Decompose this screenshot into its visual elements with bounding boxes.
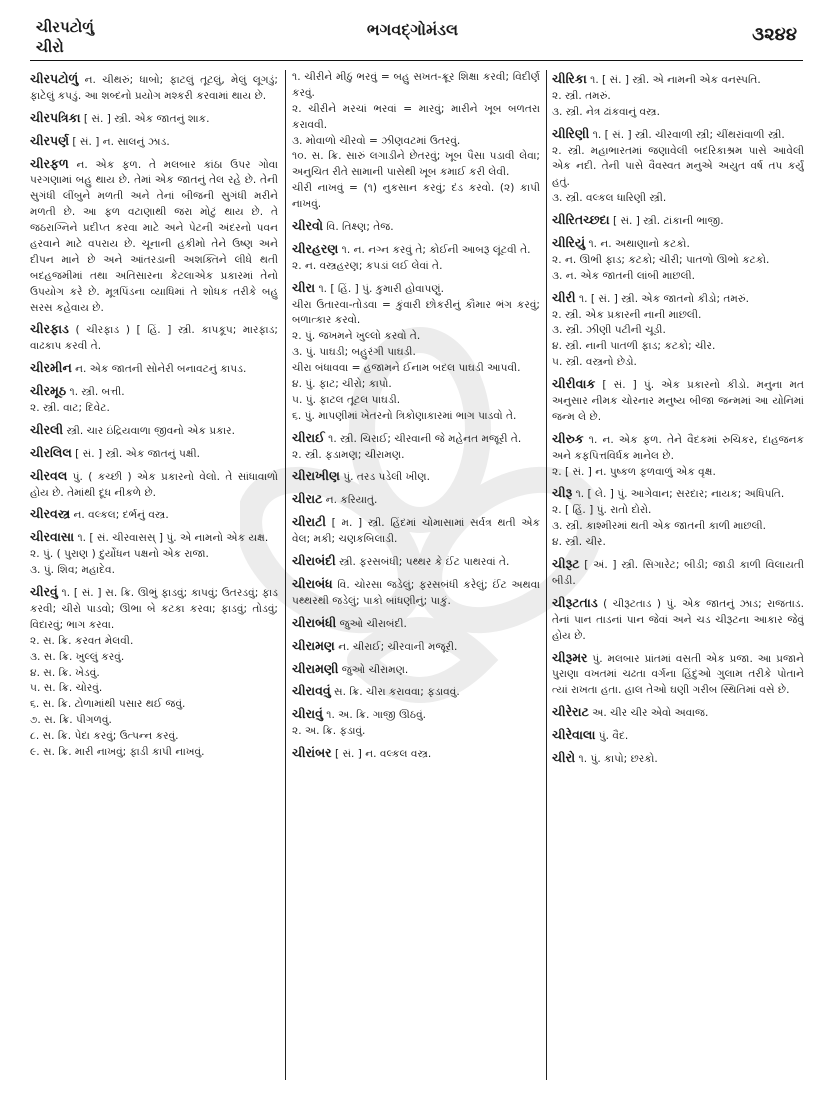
entry-definition: ૧. [ સં. ] સ્ત્રી. ચીરવાળી સ્ત્રી; ચીંથરાંવાળી સ્ત્રી. ૨. સ્ત્રી. મહાભારતમાં જણાવેલી બદરિકાશ્રમ પાસે આવેલી એક નદી. તેની પાસે વૈવસ્વત મનુએ અયુત વર્ષ તપ કર્યું હતું. ૩. સ્ત્રી. વલ્કલ ધારિણી સ્ત્રી.: [552, 128, 804, 205]
dictionary-entry: [552, 703, 804, 722]
dictionary-entry: [30, 444, 278, 463]
entry-headword: ચીરફળ: [30, 155, 69, 171]
entry-headword: ચીરલી: [30, 421, 64, 437]
entry-headword: ચીરલિલ: [30, 444, 72, 460]
dictionary-entry: [552, 484, 804, 551]
dictionary-entry: [552, 749, 804, 768]
dictionary-entry: [30, 583, 278, 761]
entry-definition: ન. ચીથરું; ધાબો; ફાટલું તૂટલું, મેલું લૂગડું; ફાટેલું કપડું. આ શબ્દનો પ્રયોગ મશ્કરી કરવામાં થાય છે.: [30, 74, 278, 102]
entry-headword: ચીરૂટ: [552, 556, 580, 572]
dictionary-entry: [552, 555, 804, 590]
entry-headword: ચીરેરાટ: [552, 704, 589, 720]
entry-definition: ૧. [ સં. ] સ. ક્રિ. ઊભું ફાડવું; કાપવું; ઉતરડવું; ફાડ કરવી; ચીરો પાડવો; ઊભા બે કટકા કરવા; ફાડવું; તોડવું; વિદારવું; ભાગ કરવા. ૨. સ. ક્રિ. કરવત મેલવી. ૩. સ. ક્રિ. ખુલ્લું કરવું. ૪. સ. ક્રિ. ખેડવું. ૫. સ. ક્રિ. ચોરવું. ૬. સ. ક્રિ. ટોળામાંથી પસાર થઈ જવું. ૭. સ. ક્રિ. પીગળવું. ૮. સ. ક્રિ. પેદા કરવું; ઉત્પન્ન કરવું. ૯. સ. ક્રિ. મારી નાખવું; ફાડી કાપી નાખવું.: [30, 587, 278, 758]
entry-headword: ચીરાબંદી: [292, 553, 336, 569]
dictionary-entry: [552, 430, 804, 481]
entry-headword: ચીરો: [552, 749, 576, 765]
entry-headword: ચીરાટ: [292, 491, 323, 507]
entry-definition: ( ચીરફાડ ) [ હિં. ] સ્ત્રી. કાપકૂપ; મારફાડ; વાઢકાપ કરવી તે.: [30, 324, 278, 353]
entry-headword: ચીરવસ્ત્ર: [30, 506, 71, 522]
dictionary-entry: [292, 240, 540, 275]
dictionary-entry: [552, 289, 804, 371]
entry-definition: [ સં. ] સ્ત્રી. ટાંકાની ભાજી.: [609, 215, 724, 228]
entry-headword: ચીરફાડ: [30, 321, 69, 337]
entry-headword: ચીરપત્રિકા: [30, 109, 81, 125]
entry-definition: ૧. ન. નગ્ન કરવું તે; કોઈની આબરૂ લૂંટવી તે. ૨. ન. વસ્ત્રહરણ; કપડાં લઈ લેવાં તે.: [292, 243, 531, 272]
header-rule: [30, 60, 803, 61]
entry-headword: ચીરૂમર: [552, 649, 588, 665]
column-2: [292, 70, 540, 1088]
dictionary-entry: [292, 467, 540, 486]
dictionary-entry: [292, 70, 540, 213]
entry-definition: [ મ. ] સ્ત્રી. હિંદમાં ચોમાસામાં સર્વત્ર થતી એક વેલ; મકી; ચણકબિલાડી.: [292, 517, 540, 546]
dictionary-entry: [552, 125, 804, 207]
entry-definition: ૧. [ સં. ] સ્ત્રી. એ નામની એક વનસ્પતિ. ૨. સ્ત્રી. તમરું. ૩. સ્ત્રી. નેત્ર ઢાંકવાનું વસ્ત્ર.: [552, 74, 761, 118]
entry-headword: ચીરિકા: [552, 71, 587, 86]
dictionary-entry: [30, 359, 278, 378]
dictionary-entry: [30, 320, 278, 355]
entry-definition: અ. ચીર ચીર એવો અવાજ.: [588, 707, 709, 720]
entry-definition: સ્ત્રી. ફરસબંધી; પથ્થર કે ઈંટ પાથરવાં તે.: [335, 556, 510, 569]
dictionary-entry: [292, 513, 540, 548]
entry-headword: ચીરી: [552, 289, 576, 305]
entry-headword: ચીરીવાક: [552, 376, 596, 392]
column-divider: [285, 70, 286, 1080]
entry-definition: જુઓ ચીરાબંદી.: [336, 617, 407, 630]
entry-definition: ૧. [ હિં. ] પું. કુમારી હોવાપણું. ચીરા ઉતારવા-તોડવા = કુંવારી છોકરીનું કૌમાર ભંગ કરવું; બળાત્કાર કરવો. ૨. પું. જખમને ખુલ્લો કરવો તે. ૩. પું. પાઘડી; બહુરંગી પાઘડી. ચીરા બંધાવવા = હજામને ઈનામ બદલ પાઘડી આપવી. ૪. પું. ફાટ; ચીરો; કાપો. ૫. પું. ફાટલ તૂટલ પાઘડી. ૬. પું. માપણીમાં ખેતરનો ત્રિકોણાકારમાં ભાગ પાડવો તે.: [292, 282, 540, 422]
dictionary-entry: [292, 637, 540, 656]
entry-definition: ૧. પું. કાપો; છરકો.: [575, 752, 658, 765]
dictionary-entry: [30, 467, 278, 502]
entry-definition: ૧. ન. એક ફળ. તેને વૈદકમાં રુચિકર, દાહજનક અને કફપિત્તવિર્ધક માનેલ છે. ૨. [ સં. ] ન. પુષ્કળ ફળવાળું એક વૃક્ષ.: [552, 433, 804, 478]
dictionary-entry: [292, 614, 540, 633]
entry-definition: ૧. સ્ત્રી. ચિરાઈ; ચીરવાની જે મહેનત મજૂરી તે. ૨. સ્ત્રી. ફડામણ; ચીરામણ.: [292, 432, 522, 461]
entry-headword: ચીરા: [292, 279, 316, 295]
dictionary-entry: [30, 421, 278, 440]
entry-headword: ચીરમૂઠ: [30, 383, 67, 399]
entry-definition: ૧. અ. ક્રિ. ગાજી ઊઠવું. ૨. અ. ક્રિ. ફડાવું.: [292, 709, 427, 738]
entry-headword: ચીરામણી: [292, 660, 339, 676]
entry-definition: ન. એક ફળ. તે મલબાર કાંઠા ઉપર ગોવા પરગણામાં બહુ થાય છે. તેમાં એક જાતનું તેલ રહે છે. તેની સુગંધી લીંબુને મળતી અને તેનાં બીજની સુગંધી મરીને મળતી છે. આ ફળ વટાણાથી જરા મોટું થાય છે. તે જઠરાગ્નિને પ્રદીપ્ત કરવા માટે અને પેટની અંદરનો પવન હરવાને માટે વપરાય છે. ચૂનાની હકીમો તેને ઉષ્ણ અને દીપન માને છે અને આંતરડાની અશક્તિને લીધે થતી બદહજમીમાં તથા અતિસારના કેટલાએક પ્રકારમાં તેનો ઉપયોગ કરે છે. મૂત્રપિંડના વ્યાધિમાં તે શોધક તરીકે બહુ સરસ કહેવાય છે.: [30, 158, 278, 314]
entry-definition: ન. ચીરાઈ; ચીરવાની મજૂરી.: [334, 640, 458, 653]
dictionary-entry: [552, 375, 804, 426]
last-guide-word: ચીરો: [36, 38, 64, 56]
dictionary-entry: [30, 528, 278, 579]
entry-headword: ચીરિતચ્છદા: [552, 212, 610, 228]
entry-definition: પું. તરડ પડેલી ખીણ.: [339, 471, 430, 484]
dictionary-entry: [292, 682, 540, 701]
dictionary-entry: [292, 744, 540, 763]
entry-definition: ૧. ન. અથાણાનો કટકો. ૨. ન. ઊભી ફાડ; કટકો; ચીરી; પાતળો ઊભો કટકો. ૩. ન. એક જાતની લાંબી માછલી.: [552, 238, 770, 282]
dictionary-entry: [292, 217, 540, 236]
entry-headword: ચીરહરણ: [292, 240, 339, 256]
dictionary-entry: [292, 575, 540, 610]
dictionary-entry: [292, 705, 540, 740]
dictionary-entry: [30, 155, 278, 317]
entry-definition: ન. કરિયાતું.: [322, 494, 378, 507]
dictionary-entry: [552, 70, 804, 121]
column-3: [552, 70, 804, 1088]
entry-definition: સ્ત્રી. ચાર ઇંદ્રિયવાળા જીવનો એક પ્રકાર.: [63, 424, 236, 437]
entry-headword: ચીરુક: [552, 430, 584, 446]
entry-headword: ચીરાખીણ: [292, 468, 340, 484]
entry-headword: ચીરવું: [30, 584, 58, 600]
entry-definition: [ સં. ] સ્ત્રી. એક જાતનું પક્ષી.: [71, 447, 201, 460]
entry-definition: ૧. ચીરીને મીઠું ભરવું = બહુ સખત-ક્રૂર શિક્ષા કરવી; વિદીર્ણ કરવું. ૨. ચીરીને મરચાં ભરવાં = મારવું; મારીને ખૂબ બળતરા કરાવવી. ૩. મોવાળો ચીરવો = ઝીણવટમાં ઉતરવું. ૧૦. સ. ક્રિ. સારું લગાડીને છેતરવું; ખૂબ પૈસા પડાવી લેવા; અનુચિત રીતે સામાની પાસેથી ખૂબ કમાઈ કરી લેવી. ચીરી નાખવું = (૧) નુકસાન કરવું; દંડ કરવો. (૨) કાપી નાખવું.: [292, 71, 540, 211]
page-title: ભગવદ્ગોમંડલ: [366, 20, 459, 39]
entry-definition: ૧. [ સં. ] સ્ત્રી. એક જાતનો કીડો; તમરું. ૨. સ્ત્રી. એક પ્રકારની નાની માછલી. ૩. સ્ત્રી. ઝીણી પટીની ચૂડી. ૪. સ્ત્રી. નાની પાતળી ફાડ; કટકો; ચીર. ૫. સ્ત્રી. વસ્ત્રનો છેડો.: [552, 292, 750, 369]
entry-headword: ચીરાબંધી: [292, 614, 337, 630]
entry-headword: ચીરાબંધ: [292, 575, 333, 591]
entry-definition: પું. વૈદ.: [595, 730, 629, 743]
entry-headword: ચીરેવાલા: [552, 727, 596, 743]
entry-definition: ૧. સ્ત્રી. બત્તી. ૨. સ્ત્રી. વાટ; દિવેટ.: [30, 386, 125, 415]
entry-definition: જુઓ ચીરામણ.: [338, 663, 409, 676]
dictionary-entry: [292, 660, 540, 679]
entry-definition: સ. ક્રિ. ચીરા કરાવવા; ફડાવવું.: [330, 686, 460, 699]
dictionary-entry: [30, 382, 278, 417]
entry-headword: ચીરિણી: [552, 125, 590, 141]
entry-definition: ન. એક જાતની સોનેરી બનાવટનું કાપડ.: [71, 363, 247, 376]
entry-definition: [ સં. ] સ્ત્રી. એક જાતનું શાક.: [80, 112, 210, 125]
entry-headword: ચીરિયું: [552, 235, 586, 251]
entry-headword: ચીરવલ: [30, 467, 68, 483]
entry-headword: ચીરાટી: [292, 514, 326, 530]
dictionary-entry: [292, 429, 540, 464]
dictionary-entry: [30, 70, 278, 105]
entry-headword: ચીરૂ: [552, 485, 573, 501]
dictionary-entry: [292, 552, 540, 571]
entry-headword: ચીરવો: [292, 218, 323, 234]
dictionary-entry: [30, 132, 278, 151]
entry-definition: [ સં. ] ન. સાલનું ઝાડ.: [69, 135, 170, 148]
entry-headword: ચીરાવું: [292, 706, 323, 722]
dictionary-entry: [552, 234, 804, 285]
dictionary-entry: [292, 490, 540, 509]
entry-definition: [ સં. ] પું. એક પ્રકારનો કીડો. મનુના મત અનુસાર નીમક ચોરનાર મનુષ્ય બીજા જન્મમાં આ યોનિમાં જન્મ લે છે.: [552, 379, 804, 423]
entry-headword: ચીરાઈ: [292, 429, 325, 445]
entry-definition: ( ચીરૂટતાડ ) પું. એક જાતનું ઝાડ; રાજતાડ. તેનાં પાન તાડનાં પાન જેવાં અને ચડ ચીરૂટના આકાર જેવું હોય છે.: [552, 597, 804, 642]
entry-headword: ચીરામણ: [292, 637, 335, 653]
entry-definition: ન. વલ્કલ; દર્ભનું વસ્ત્ર.: [70, 509, 169, 522]
entry-headword: ચીરપટોળું: [30, 71, 79, 86]
entry-definition: પું. ( કચ્છી ) એક પ્રકારનો વેલો. તે સાંધાવાળો હોય છે. તેમાંથી દૂધ નીકળે છે.: [30, 470, 278, 499]
entry-headword: ચીરૂટતાડ: [552, 594, 598, 610]
entry-headword: ચીરાવવું: [292, 683, 331, 699]
entry-definition: વિ. ચોરસા જડેલું; ફરસબંધી કરેલું; ઈંટ અથવા પથ્થરથી જડેલું; પાકો બાંધણીનું; પાકું.: [292, 578, 540, 607]
entry-definition: વિ. તિક્ષ્ણ; તેજ.: [322, 221, 394, 234]
entry-headword: ચીરવાસા: [30, 529, 75, 545]
entry-headword: ચીરપર્ણ: [30, 132, 70, 148]
dictionary-entry: [552, 726, 804, 745]
column-1: [30, 70, 278, 1088]
entry-definition: ૧. [ સં. ચીરવાસસ્ ] પું. એ નામનો એક યક્ષ. ૨. પું. ( પુરાણ ) દુર્યોધન પક્ષનો એક રાજા. ૩. પું. શિવ; મહાદેવ.: [30, 532, 269, 577]
page-header: [0, 10, 825, 64]
page-number: ૩૨૪૪: [752, 24, 797, 45]
dictionary-entry: [552, 211, 804, 230]
entry-definition: પું. મલબાર પ્રાંતમાં વસતી એક પ્રજા. આ પ્રજાને પુરાણા વખતમાં ચઢતા વર્ગના હિંદુઓ ગુલામ તરીકે પોતાને ત્યાં રાખતા હતા. હાલ તેઓ ઘણી ગરીબ સ્થિતિમાં વસે છે.: [552, 652, 804, 697]
entry-definition: ૧. [ લે. ] પું. આગેવાન; સરદાર; નાયક; અધિપતિ. ૨. [ હિં. ] પું. રાતો દોરો. ૩. સ્ત્રી. કાશ્મીરમાં થતી એક જાતની કાળી માછલી. ૪. સ્ત્રી. ચીર.: [552, 488, 785, 549]
entry-headword: ચીરાંબર: [292, 745, 332, 761]
first-guide-word: ચીરપટોળું: [36, 18, 94, 36]
dictionary-entry: [552, 649, 804, 700]
dictionary-entry: [30, 109, 278, 128]
entry-definition: [ સં. ] ન. વલ્કલ વસ્ત્ર.: [331, 748, 432, 761]
entry-definition: [ અં. ] સ્ત્રી. સિગારેટ; બીડી; જાડી કાળી વિલાયતી બીડી.: [552, 559, 804, 587]
column-divider: [546, 70, 547, 1080]
entry-headword: ચીરમીન: [30, 360, 72, 376]
dictionary-entry: [552, 594, 804, 645]
dictionary-entry: [292, 279, 540, 425]
dictionary-entry: [30, 505, 278, 524]
